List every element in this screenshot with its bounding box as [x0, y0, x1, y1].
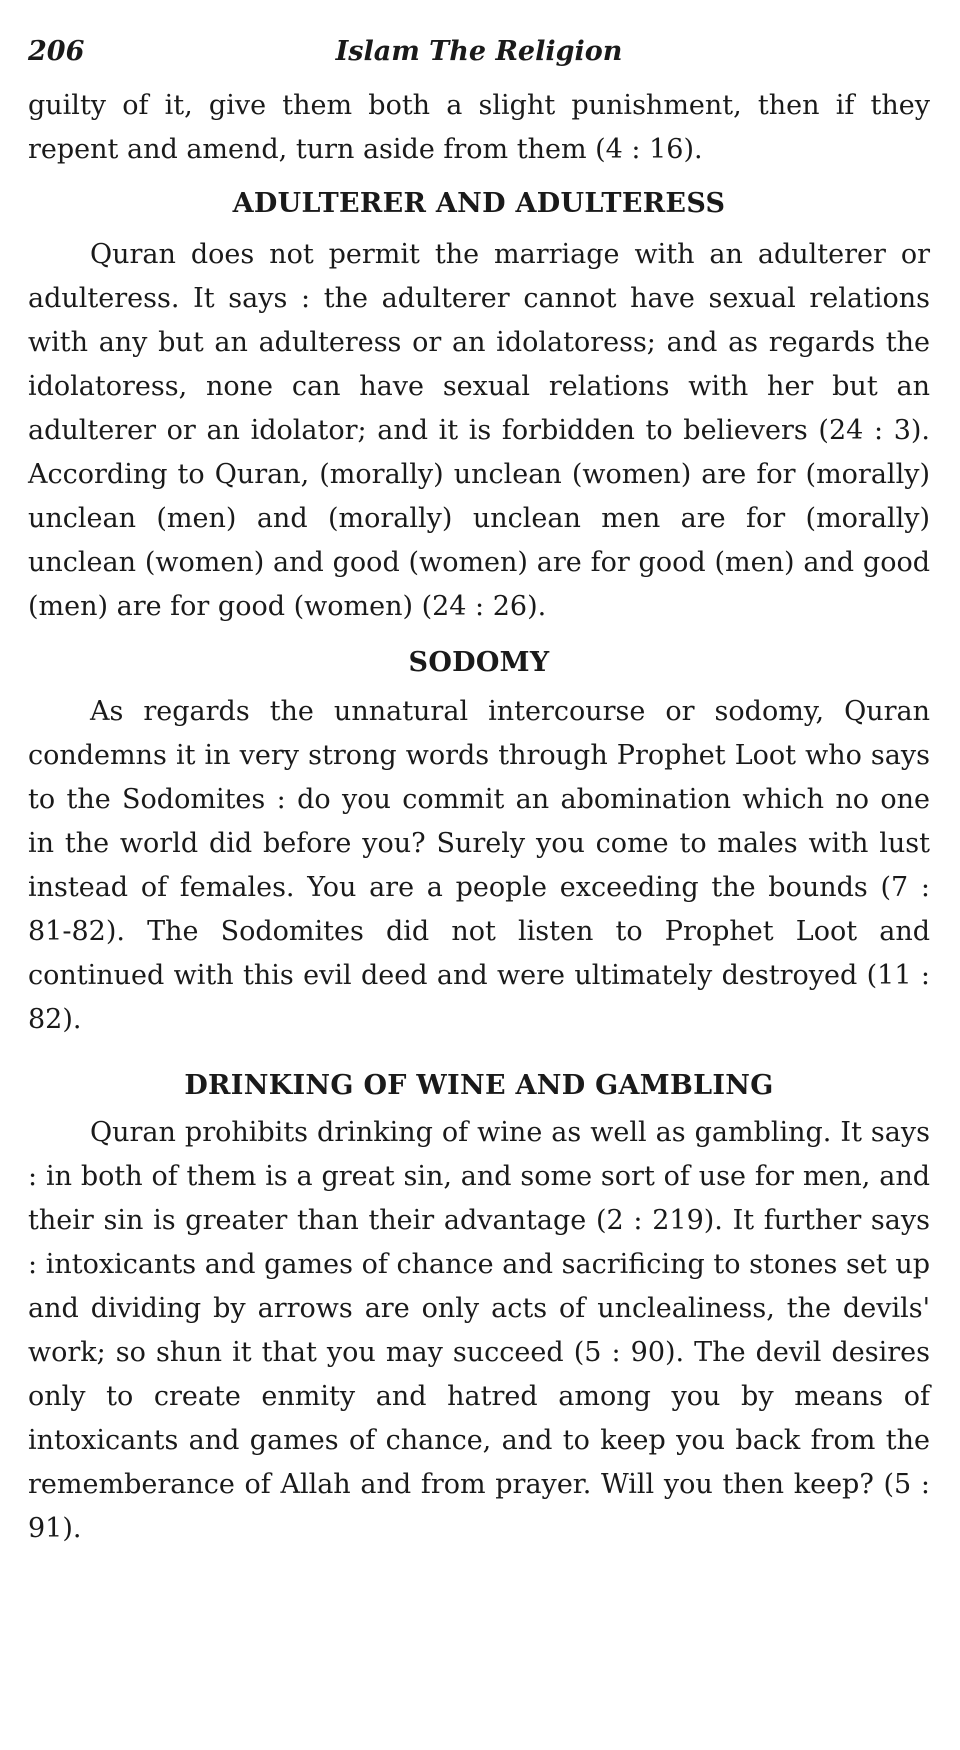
continued-paragraph: guilty of it, give them both a slight punishment, then if they repent and amend, turn aside from them (4 : 16). [28, 90, 930, 165]
page-number: 206 [28, 36, 85, 67]
running-head [28, 36, 930, 76]
section-heading-sodomy: SODOMY [408, 647, 550, 678]
section-body-wine-gambling: Quran prohibits drinking of wine as well as gambling. It says : in both of them is a great sin, and some sort of use for men, and their sin is greater than their advantage (2 : 219). It further says : intoxicants and games of chance and sacrificing to stones set up and dividing by arrows are only acts of unclealiness, the devils' work; so shun it that you may succeed (5 : 90). The devil desires only to create enmity and hatred among you by means of intoxicants and games of chance, and to keep you back from the rememberance of Allah and from prayer. Will you then keep? (5 : 91). [28, 1117, 930, 1544]
section-body-adulterer: Quran does not permit the marriage with an adulterer or adulteress. It says : the adulterer cannot have sexual relations with any but an adulteress or an idolatoress; and as regards the idolatoress, none can have sexual relations with her but an adulterer or an idolator; and it is forbidden to believers (24 : 3). According to Quran, (morally) unclean (women) are for (morally) unclean (men) and (morally) unclean men are for (morally) unclean (women) and good (women) are for good (men) and good (men) are for good (women) (24 : 26). [28, 239, 930, 622]
section-heading-adulterer: ADULTERER AND ADULTERESS [232, 188, 726, 219]
section-heading-wine-gambling: DRINKING OF WINE AND GAMBLING [184, 1070, 774, 1101]
book-title: Islam The Religion [335, 36, 623, 67]
section-body-sodomy: As regards the unnatural intercourse or sodomy, Quran condemns it in very strong words through Prophet Loot who says to the Sodomites : do you commit an abomination which no one in the world did before you? Surely you come to males with lust instead of females. You are a people exceeding the bounds (7 : 81-82). The Sodomites did not listen to Prophet Loot and continued with this evil deed and were ultimately destroyed (11 : 82). [28, 696, 930, 1035]
